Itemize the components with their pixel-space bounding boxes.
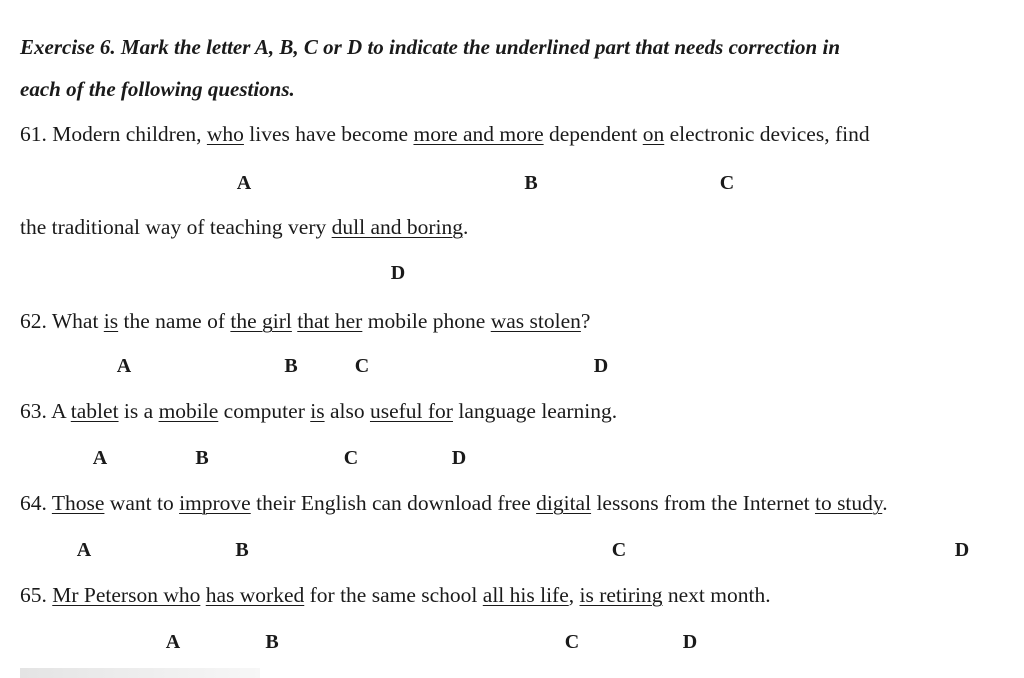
option-a-label: A [236,172,252,194]
option-b-part: has worked [205,583,305,607]
option-d-label: D [390,262,406,284]
option-b-label: B [284,355,298,377]
option-b-part: improve [179,491,251,515]
option-a-part: Those [51,491,105,515]
option-a-label: A [92,447,108,469]
option-d-label: D [593,355,609,377]
option-a-part: who [206,122,244,146]
question-61-line-1: 61. Modern children, who lives have become more and more dependent on electronic devices, find [20,122,870,146]
option-b-label: B [265,631,279,653]
question-63-text: 63. A tablet is a mobile computer is also useful for language learning. [20,399,618,423]
option-b-label: B [524,172,538,194]
option-d-part: to study [814,491,883,515]
option-a-label: A [76,539,92,561]
option-a-part: is [103,309,119,333]
option-c-label: C [354,355,370,377]
option-d-part: is retiring [579,583,663,607]
instruction-line-2: each of the following questions. [20,77,295,101]
option-a-label: A [116,355,132,377]
option-c-part: all his life [482,583,569,607]
option-c-label: C [564,631,580,653]
question-65-text: 65. Mr Peterson who has worked for the same school all his life, is retiring next month. [20,583,771,607]
question-62-text: 62. What is the name of the girl that her mobile phone was stolen? [20,309,591,333]
option-c-part: that her [297,309,363,333]
question-64-text: 64. Those want to improve their English can download free digital lessons from the Internet to study. [20,491,888,515]
option-a-part: Mr Peterson who [52,583,201,607]
option-b-part: more and more [413,122,544,146]
option-c-part: is [310,399,325,423]
option-d-part: was stolen [490,309,581,333]
option-d-label: D [451,447,467,469]
cut-off-text-fragment [20,668,260,678]
instruction-line-1: Exercise 6. Mark the letter A, B, C or D to indicate the underlined part that needs correction in [20,35,841,59]
option-d-label: D [954,539,970,561]
option-c-part: digital [536,491,592,515]
option-d-label: D [682,631,698,653]
option-d-part: dull and boring [331,215,464,239]
option-b-part: mobile [158,399,219,423]
option-c-part: on [642,122,665,146]
option-c-label: C [611,539,627,561]
option-b-label: B [235,539,249,561]
option-b-part: the girl [230,309,292,333]
option-a-label: A [165,631,181,653]
option-a-part: tablet [70,399,119,423]
option-b-label: B [195,447,209,469]
option-d-part: useful for [369,399,453,423]
question-61-line-2: the traditional way of teaching very dull and boring. [20,215,469,239]
option-c-label: C [343,447,359,469]
option-c-label: C [719,172,735,194]
